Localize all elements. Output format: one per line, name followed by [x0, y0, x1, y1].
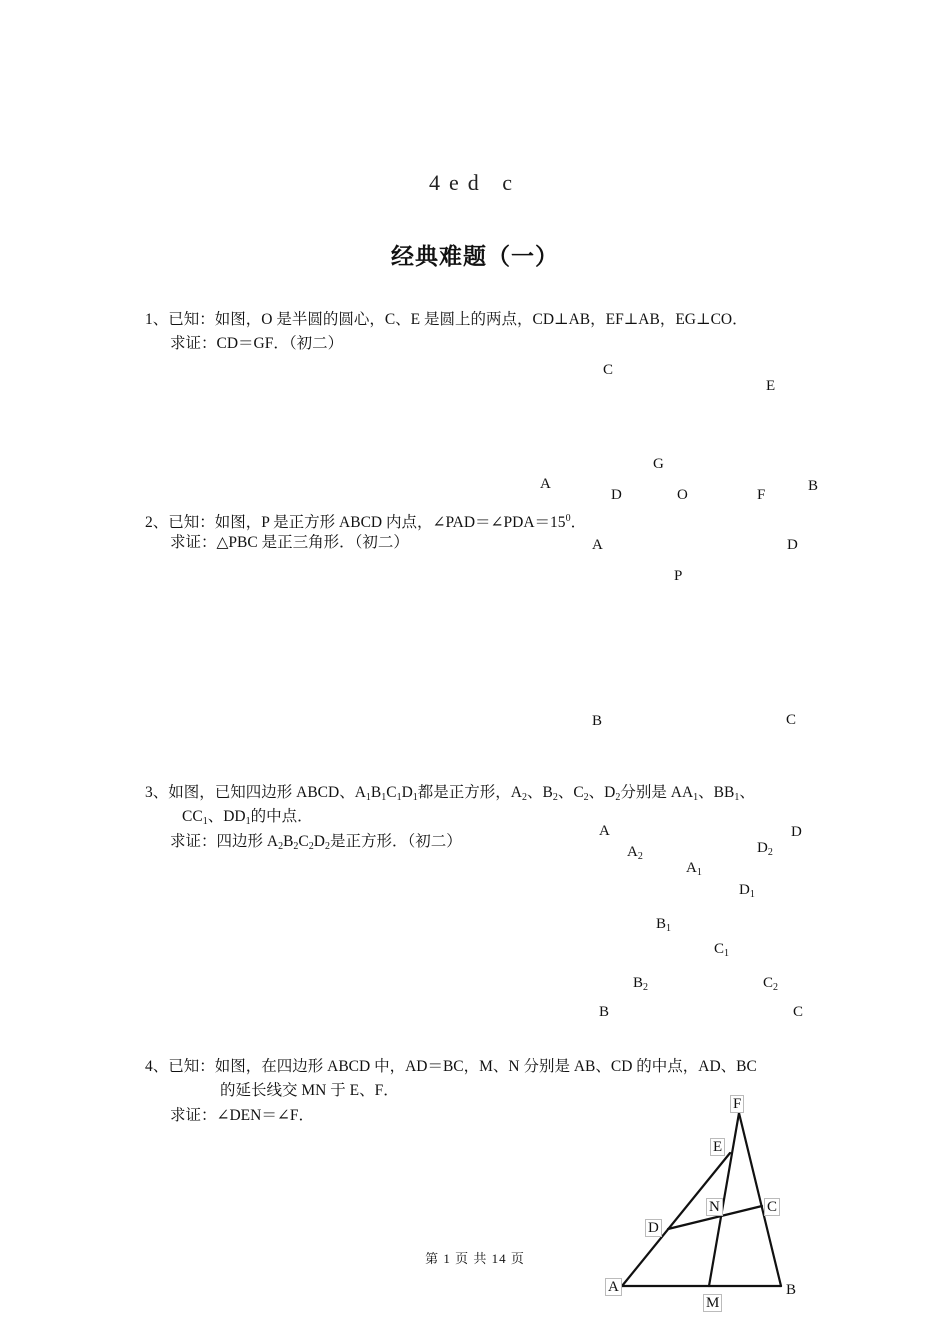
fig2-label-d: D [787, 537, 798, 553]
fig4-label-d: D [645, 1219, 662, 1237]
fig2-label-p: P [674, 568, 683, 584]
page-title: 经典难题（一） [391, 244, 559, 270]
problem-4-statement: 4、已知：如图，在四边形 ABCD 中，AD＝BC，M、N 分别是 AB、CD 的中点，AD、BC [145, 1058, 757, 1075]
fig3-label-d: D [791, 824, 802, 840]
fig3-label-a2: $A_2$ [627, 844, 643, 862]
fig4-label-e: E [710, 1138, 725, 1156]
fig1-label-a: A [540, 476, 551, 492]
fig3-label-c: C [793, 1004, 804, 1020]
problem-3-statement-cont: $CC_1$、$DD_1$的中点． [182, 808, 313, 827]
fig1-label-c: C [603, 362, 614, 378]
fig3-label-b: B [599, 1004, 610, 1020]
problem-3-claim: 求证：四边形 $A_2B_2C_2D_2$是正方形．（初二） [170, 833, 462, 852]
problem-4-statement-cont: 的延长线交 MN 于 E、F． [220, 1082, 399, 1099]
fig1-label-f: F [757, 487, 766, 503]
fig3-label-a: A [599, 823, 610, 839]
problem-3-statement: 3、如图，已知四边形 ABCD、$A_1B_1C_1D_1$都是正方形，$A_2$、$B_2$、$C_2$、$D_2$分别是 $AA_1$、$BB_1$、 [145, 784, 755, 803]
fig1-label-o: O [677, 487, 688, 503]
fig3-label-b2: $B_2$ [633, 975, 649, 993]
problem-2-claim: 求证：△PBC 是正三角形．（初二） [170, 534, 409, 551]
problem-1-claim: 求证：CD＝GF．（初二） [170, 335, 344, 352]
fig3-label-c2: $C_2$ [763, 975, 779, 993]
fig4-label-a: A [605, 1278, 622, 1296]
fig2-label-c: C [786, 712, 797, 728]
fig1-label-g: G [653, 456, 664, 472]
fig4-label-n: N [706, 1198, 723, 1216]
fig4-label-m: M [703, 1294, 722, 1312]
fig1-label-d: D [611, 487, 622, 503]
fig3-label-d2: $D_2$ [757, 840, 773, 858]
fig3-label-d1: $D_1$ [739, 882, 755, 900]
fig4-label-b: B [786, 1282, 797, 1298]
fig1-label-e: E [766, 378, 776, 394]
fig1-label-b: B [808, 478, 819, 494]
fig3-label-b1: $B_1$ [656, 916, 672, 934]
fig3-label-a1: $A_1$ [686, 860, 702, 878]
fig2-label-b: B [592, 713, 603, 729]
fig4-label-c: C [764, 1198, 780, 1216]
fig4-label-f: F [730, 1095, 744, 1113]
fig3-label-c1: $C_1$ [714, 941, 730, 959]
page-footer: 第 1 页 共 14 页 [425, 1251, 525, 1266]
watermark: 4ed c [428, 170, 522, 195]
fig2-label-a: A [592, 537, 603, 553]
problem-4-claim: 求证：∠DEN＝∠F． [170, 1107, 314, 1124]
problem-1-statement: 1、已知：如图，O 是半圆的圆心，C、E 是圆上的两点，CD⊥AB，EF⊥AB，EG⊥CO． [145, 311, 748, 328]
problem-2-statement: 2、已知：如图，P 是正方形 ABCD 内点，$\angle PAD=\angle PDA=15^0$． [145, 513, 587, 532]
